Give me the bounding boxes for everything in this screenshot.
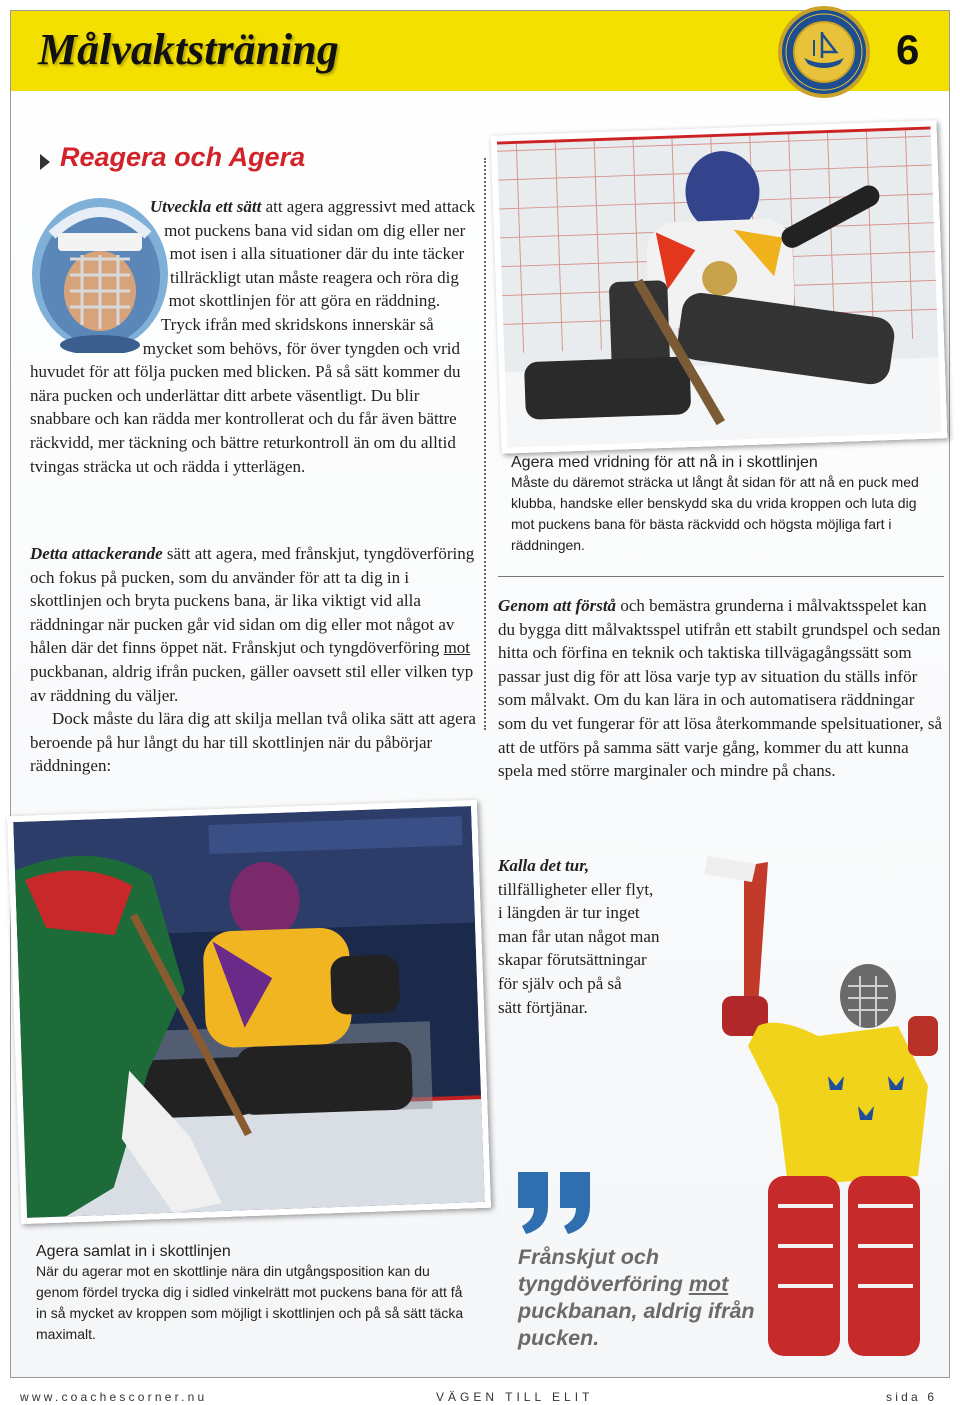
pull-quote-underlined: mot [688,1272,729,1296]
goalie-save-photo [7,800,491,1224]
caption-rotation [511,454,941,556]
intro-lead: Utveckla ett sätt [149,197,262,216]
attack-paragraph [30,542,480,778]
goalie-mask-photo [30,195,170,353]
luck-lead: Kalla det tur, [498,856,590,875]
attack-lead: Detta attackerande [30,544,163,563]
luck-line: för själv och på så [498,973,622,993]
caption-divider [498,576,944,577]
luck-line: tillfälligheter eller flyt, [498,879,654,899]
caption-rotation-title: Agera med vridning för att nå in i skottlinjen [511,454,818,471]
luck-paragraph [498,854,698,1019]
attack-text-1: sätt att agera, med frånskjut, tyngdöverföring och fokus på pucken, som du använder för att ta dig in i skottlinjen och bryta puckens bana, är lika viktigt vid alla räddningar när pucken går vid sidan om dig eller mot något av hålen där det finns öppet nät. Frånskjut och tyngdöverföring [30,544,475,658]
intro-paragraph [30,195,480,478]
pull-quote [518,1244,758,1352]
understand-paragraph [498,594,946,783]
attack-text-2: puckbanan, aldrig ifrån pucken, gäller oavsett stil eller vilken typ av räddning du väljer. [30,661,474,705]
caption-collected [36,1243,476,1345]
pull-quote-text-1: Frånskjut och tyngdöverföring [518,1245,689,1296]
column-divider [484,158,486,730]
goalie-stretch-photo [491,120,948,453]
luck-line: i längden är tur inget [498,903,640,923]
section-title: Reagera och Agera [60,142,306,172]
pull-quote-text-2: puckbanan, aldrig ifrån pucken. [518,1299,755,1350]
attack-underlined: mot [443,638,471,658]
page-title: Målvaktsträning [38,25,339,74]
luck-line: skapar förutsättningar [498,950,647,970]
luck-line: sätt förtjänar. [498,997,588,1017]
understand-lead: Genom att förstå [498,596,617,615]
footer-url: www.coachescorner.nu [20,1390,208,1404]
distinguish-paragraph: Dock måste du lära dig att skilja mellan två olika sätt att agera beroende på hur långt du har till skottlinjen när du påbörjar räddningen: [30,709,476,776]
caption-rotation-body: Måste du däremot sträcka ut långt åt sidan för att nå en puck med klubba, handske eller benskydd ska du vrida kroppen och luta dig mot puckens bana för bästa räckvidd och högsta möjliga fart i räddningen. [511,474,919,553]
footer-publication: VÄGEN TILL ELIT [436,1390,594,1404]
page-number: 6 [896,26,920,73]
understand-text: och bemästra grunderna i målvaktsspelet kan du bygga ditt målvaktsspel utifrån ett stabilt grundspel och sedan hitta och förfina en teknik och taktiska tillvägagångssätt som passar just dig för att lösa varje typ av situation du ställs inför som målvakt. Om du kan lära in och automatisera räddningar som du vet fungerar för att lösa återkommande spelsituationer, så att de utförs på samma sätt varje gång, kommer du att kunna spela med större marginaler och mindre på chans. [498,596,943,781]
section-arrow-icon [40,154,50,170]
intro-text: att agera aggressivt med attack mot puckens bana vid sidan om dig eller ner mot isen i alla situationer där du inte täcker tillräckligt utan måste reagera och röra dig mot skottlinjen för att göra en räddning. Tryck ifrån med skridskons innerskär så mycket som behövs, för över tyngden och vrid huvudet för att följa pucken med blicken. På så sätt kommer du nära pucken och underlättar ditt arbete väsentligt. Du blir snabbare och kan rädda mer kontrollerat och du får även bättre räckvidd, mer täckning och bättre returkontroll än om du alltid tvingas sträcka ut och rädda i ytterlägen. [30,197,476,476]
luck-line: man får utan något man [498,926,660,946]
federation-crest-logo [778,6,870,98]
footer-page-label: sida 6 [886,1390,938,1404]
quote-mark-icon [512,1168,598,1238]
caption-collected-body: När du agerar mot en skottlinje nära din utgångsposition kan du genom fördel trycka dig i sidled vinkelrätt mot puckens bana för att få in så mycket av kroppen som möjligt i skottlinjen och på så sätt täcka maximalt. [36,1263,464,1342]
caption-collected-title: Agera samlat in i skottlinjen [36,1243,231,1260]
